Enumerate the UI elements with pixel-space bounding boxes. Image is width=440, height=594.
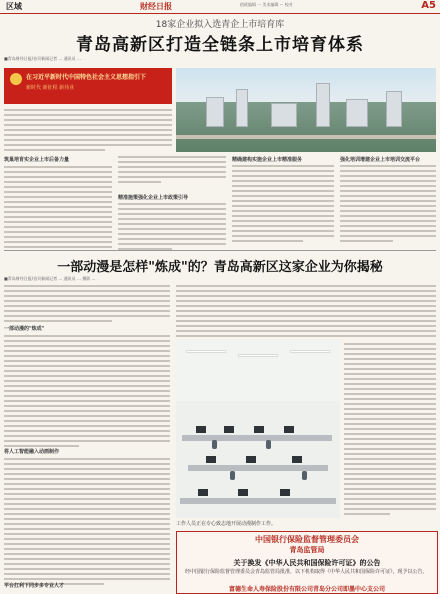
article1-column1b <box>4 163 112 248</box>
article1-sub-right2: 强化培训增建企业上市培训交流平台 <box>340 157 421 163</box>
article1-column1 <box>4 106 172 151</box>
article1-sub-right1: 精确建构实施企业上市精准服务 <box>232 157 303 163</box>
article1-column4 <box>340 162 436 242</box>
insurance-notice <box>176 531 438 594</box>
notice-title: 中国银行保险监督管理委员会 <box>255 535 359 544</box>
article2-column2 <box>176 282 436 337</box>
article1-byline: ■青岛财经日报/首页新闻记者 … 通讯员 … <box>4 56 81 61</box>
article1-column2b <box>118 200 226 250</box>
article2-byline: ■青岛财经日报/首页新闻记者 … 通讯员 … 摄影 … <box>4 276 96 281</box>
masthead <box>0 0 440 14</box>
aerial-photo <box>176 68 436 152</box>
article1-headline: 青岛高新区打造全链条上市培育体系 <box>76 35 364 55</box>
article2-sub2: 将人工智能融入动画制作 <box>4 449 60 455</box>
editor-meta: 值班编辑 ··· 美术编辑 ··· 校对 <box>240 2 293 7</box>
article2-column1 <box>4 282 170 322</box>
notice-body: 经中国银行保险监督管理委员会青岛监管局批准，以下机构取得《中华人民共和国保险许可证》，现予以公告。 <box>185 569 428 575</box>
article1-sub1: 筑巢培育实企业上市后备力量 <box>4 157 70 163</box>
notice-subtitle: 青岛监管局 <box>289 546 325 554</box>
article2-sub1: 一部动漫的"炼成" <box>4 326 45 332</box>
article2-column3 <box>344 340 436 515</box>
article1-column2 <box>118 153 226 183</box>
photo-caption: 工作人员正在专心致志地开展动漫制作工作。 <box>176 521 277 527</box>
banner-subtitle: 新时代 新征程 新伟业 <box>26 85 75 91</box>
article1-column3 <box>232 162 334 242</box>
article2-column1c <box>4 455 170 585</box>
page-number: A5 <box>421 0 436 11</box>
notice-heading: 关于换发《中华人民共和国保险许可证》的公告 <box>233 559 381 567</box>
section-name: 区域 <box>6 2 22 11</box>
article1-sub-mid: 精准施策强化企业上市政策引导 <box>118 195 189 201</box>
notice-company: 富德生命人寿保险股份有限公司青岛分公司即墨中心支公司 <box>228 586 385 593</box>
article2-sub3: 平台扛利下同步多专业人才 <box>4 583 65 589</box>
theme-banner <box>4 68 172 104</box>
article2-headline: 一部动漫是怎样"炼成"的？青岛高新区这家企业为你揭秘 <box>57 260 383 275</box>
banner-title: 在习近平新时代中国特色社会主义思想指引下 <box>26 74 147 81</box>
article1-kicker: 18家企业拟入选青企上市培育库 <box>155 20 285 30</box>
section-divider <box>4 250 436 251</box>
paper-name: 财经日报 <box>140 2 172 11</box>
office-photo <box>176 340 340 518</box>
article2-column1b <box>4 332 170 447</box>
emblem-icon <box>10 73 22 85</box>
